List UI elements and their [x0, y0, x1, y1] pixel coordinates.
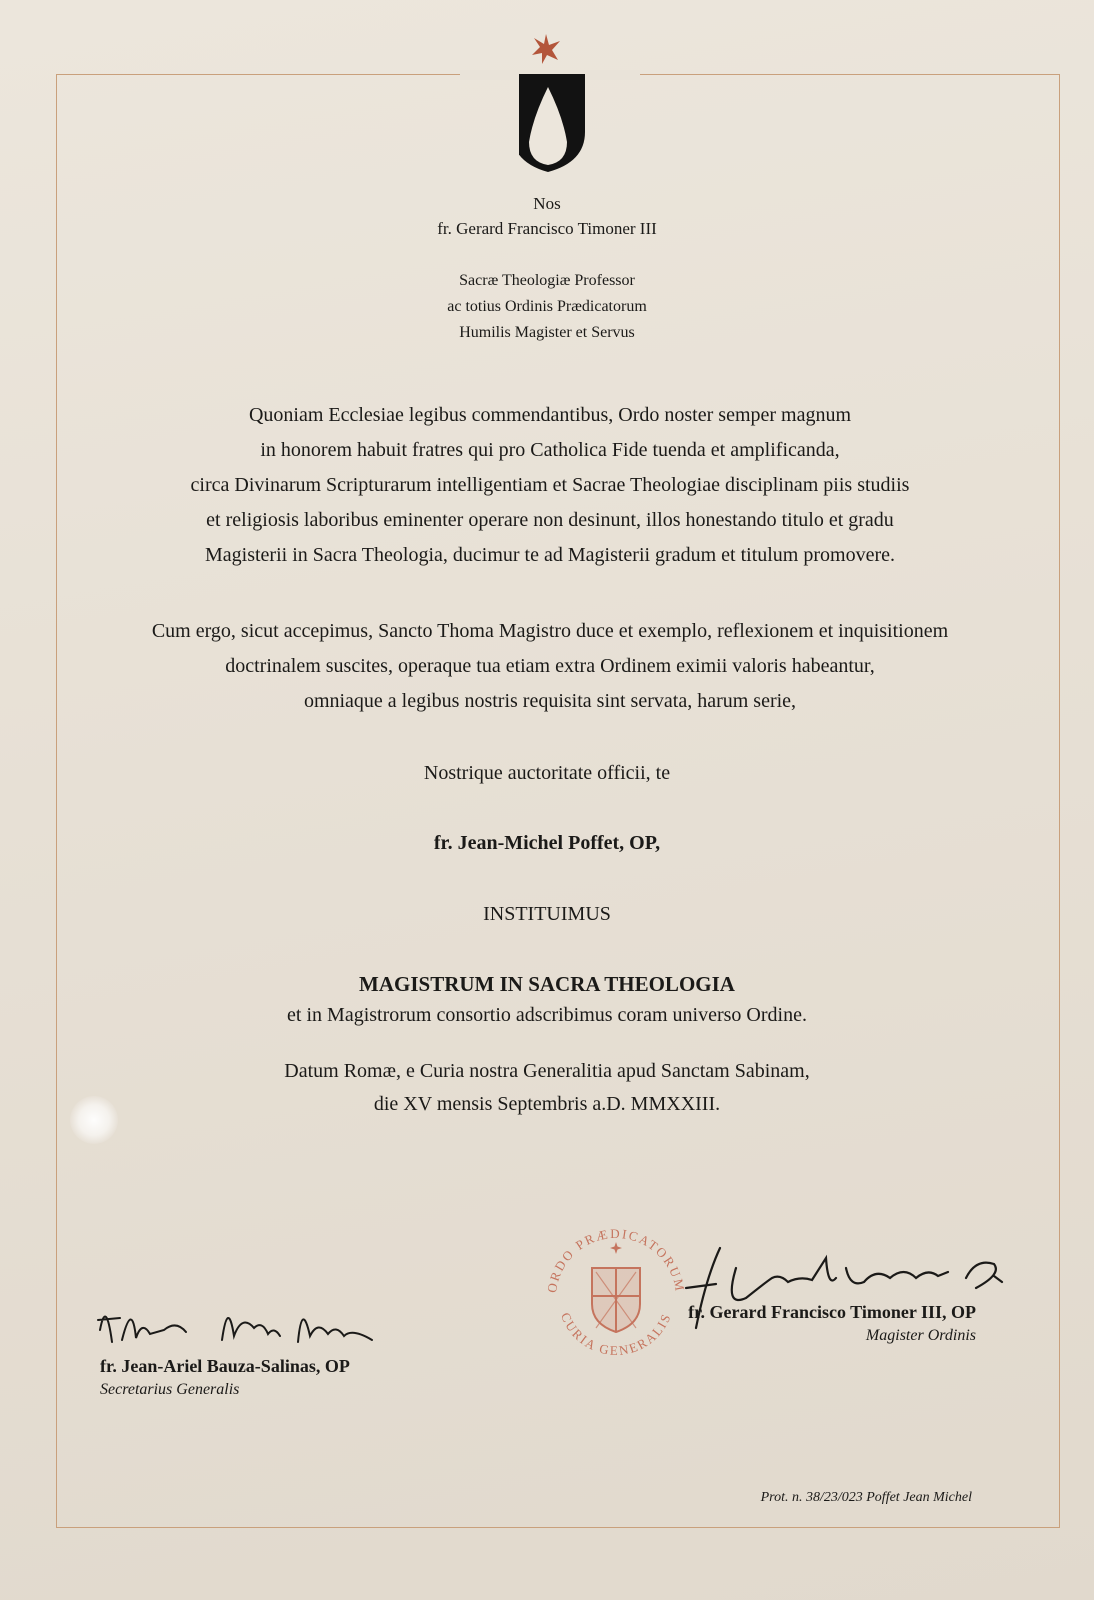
seal-star-icon [610, 1242, 622, 1254]
consortio-line: et in Magistrorum consortio adscribimus coram universo Ordine. [287, 1004, 807, 1026]
nos-heading: Nos [533, 194, 561, 213]
master-signature-block [688, 1302, 976, 1345]
recipient-name: fr. Jean-Michel Poffet, OP, [433, 832, 661, 854]
paragraph-line: Cum ergo, sicut accepimus, Sancto Thoma Magistro duce et exemplo, reflexionem et inquisitionem [151, 620, 949, 642]
paragraph-line: omniaque a legibus nostris requisita sint servata, harum serie, [303, 690, 797, 712]
secretary-handwritten-signature [92, 1290, 382, 1360]
paragraph-line: doctrinalem suscites, operaque tua etiam extra Ordinem eximii valoris habeantur, [225, 655, 875, 677]
paragraph-line: in honorem habuit fratres qui pro Catholica Fide tuenda et amplificanda, [260, 439, 840, 461]
protocol-number: Prot. n. 38/23/023 Poffet Jean Michel [760, 1490, 972, 1505]
seal-bottom-text: CURIA GENERALIS [557, 1310, 675, 1359]
secretary-name: fr. Jean-Ariel Bauza-Salinas, OP [100, 1356, 350, 1376]
reason-paragraph [80, 614, 1020, 719]
secretary-signature-block [100, 1356, 350, 1399]
secretary-role: Secretarius Generalis [100, 1381, 240, 1398]
title-line: ac totius Ordinis Prædicatorum [447, 298, 647, 315]
master-name: fr. Gerard Francisco Timoner III [437, 219, 657, 238]
seal-top-text: ORDO PRÆDICATORUM [544, 1225, 688, 1294]
title-line: Humilis Magister et Servus [459, 324, 635, 341]
date-place [0, 1055, 1094, 1121]
preamble-paragraph [80, 398, 1020, 573]
date-line: Datum Romæ, e Curia nostra Generalitia apud Sanctam Sabinam, [284, 1060, 810, 1082]
title-line: Sacræ Theologiæ Professor [459, 272, 635, 289]
curia-seal-stamp [534, 1216, 698, 1380]
paragraph-line: Magisterii in Sacra Theologia, ducimur te ad Magisterii gradum et titulum promovere. [204, 544, 895, 566]
master-signature-role: Magister Ordinis [865, 1327, 976, 1344]
dominican-shield-emblem [519, 32, 599, 182]
master-signature-name: fr. Gerard Francisco Timoner III, OP [688, 1302, 976, 1322]
paragraph-line: circa Divinarum Scripturarum intelligentiam et Sacrae Theologiae disciplinam piis studiis [190, 474, 910, 496]
paragraph-line: Quoniam Ecclesiae legibus commendantibus, Ordo noster semper magnum [248, 404, 852, 426]
authority-line: Nostrique auctoritate officii, te [423, 762, 671, 784]
light-glare [70, 1096, 118, 1144]
date-line: die XV mensis Septembris a.D. MMXXIII. [373, 1093, 721, 1115]
degree-title: MAGISTRUM IN SACRA THEOLOGIA [359, 972, 735, 996]
master-titles [0, 268, 1094, 346]
seal-shield-icon [592, 1268, 640, 1332]
star-icon [532, 34, 560, 64]
paragraph-line: et religiosis laboribus eminenter operare non desinunt, illos honestando titulo et gradu [206, 509, 894, 531]
instituimus-line: INSTITUIMUS [483, 903, 611, 925]
